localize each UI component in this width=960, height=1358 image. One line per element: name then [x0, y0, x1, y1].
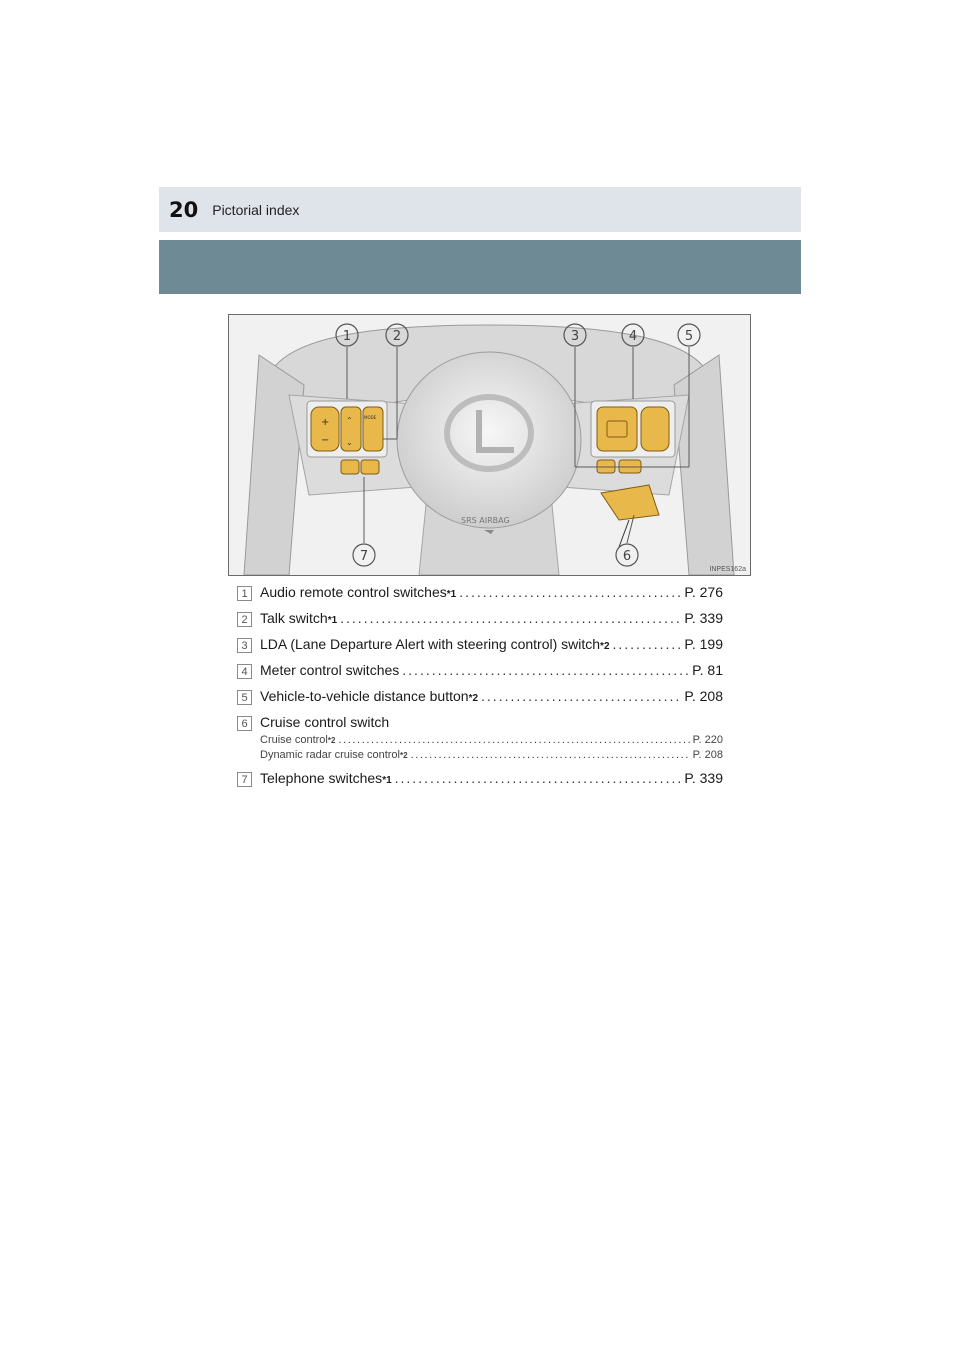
leader-dots — [338, 734, 689, 746]
steering-wheel-illustration — [229, 315, 750, 575]
callout-3: 3 — [570, 329, 580, 344]
footnote-mark: *2 — [468, 693, 479, 704]
callout-5: 5 — [684, 329, 694, 344]
figure-code: INPES162a — [709, 566, 746, 573]
sub-item-label: Dynamic radar cruise control — [260, 749, 400, 761]
list-item — [237, 770, 723, 796]
footnote-mark: *1 — [382, 775, 392, 786]
leader-dots — [481, 688, 681, 704]
sub-item-label: Cruise control — [260, 734, 328, 746]
leader-dots — [613, 636, 682, 652]
svg-text:−: − — [321, 435, 330, 446]
footnote-mark: *2 — [400, 751, 408, 760]
list-item — [237, 662, 723, 688]
callout-2: 2 — [392, 329, 402, 344]
page-ref-link[interactable]: P. 220 — [692, 734, 723, 746]
item-label: Talk switch — [260, 610, 328, 626]
item-label: Audio remote control switches — [260, 584, 447, 600]
footnote-mark: *2 — [600, 641, 610, 652]
page-header — [159, 187, 801, 232]
callout-4: 4 — [628, 329, 638, 344]
airbag-text: SRS AIRBAG — [461, 516, 510, 525]
item-number: 7 — [237, 772, 252, 787]
item-label: Cruise control switch — [260, 714, 390, 730]
page-ref-link[interactable]: P. 339 — [684, 770, 723, 786]
leader-dots — [340, 610, 681, 626]
svg-text:⌄: ⌄ — [346, 438, 353, 447]
page-number: 20 — [169, 197, 199, 222]
item-label: Meter control switches — [260, 662, 400, 678]
svg-text:+: + — [321, 417, 330, 428]
item-number: 3 — [237, 638, 252, 653]
item-number: 2 — [237, 612, 252, 627]
sub-item — [260, 734, 723, 746]
footnote-mark: *1 — [446, 589, 457, 600]
item-number: 5 — [237, 690, 252, 705]
callout-1: 1 — [342, 329, 352, 344]
svg-text:⌃: ⌃ — [346, 416, 353, 425]
item-number: 6 — [237, 716, 252, 731]
leader-dots — [459, 584, 681, 600]
page-ref-link[interactable]: P. 208 — [684, 688, 723, 704]
footnote-mark: *1 — [327, 615, 338, 626]
mode-label: MODE — [364, 415, 377, 420]
section-title: Pictorial index — [212, 201, 300, 218]
page-ref-link[interactable]: P. 199 — [684, 636, 723, 652]
index-list — [237, 584, 723, 796]
list-item — [237, 636, 723, 662]
callout-7: 7 — [359, 549, 369, 564]
header-band — [159, 240, 801, 294]
leader-dots — [395, 770, 682, 786]
page-ref-link[interactable]: P. 276 — [684, 584, 723, 600]
item-label: LDA (Lane Departure Alert with steering control) switch — [260, 636, 601, 652]
steering-wheel-figure — [228, 314, 751, 576]
item-number: 1 — [237, 586, 252, 601]
item-number: 4 — [237, 664, 252, 679]
leader-dots — [402, 662, 689, 678]
list-item — [237, 584, 723, 610]
list-item — [237, 714, 723, 770]
item-label: Vehicle-to-vehicle distance button — [260, 688, 469, 704]
list-item — [237, 688, 723, 714]
footnote-mark: *2 — [327, 736, 336, 745]
page-ref-link[interactable]: P. 81 — [692, 662, 723, 678]
callout-6: 6 — [622, 549, 632, 564]
list-item — [237, 610, 723, 636]
page-ref-link[interactable]: P. 339 — [684, 610, 723, 626]
leader-dots — [411, 749, 690, 761]
item-label: Telephone switches — [260, 770, 383, 786]
sub-item — [260, 749, 723, 761]
page-ref-link[interactable]: P. 208 — [692, 749, 723, 761]
